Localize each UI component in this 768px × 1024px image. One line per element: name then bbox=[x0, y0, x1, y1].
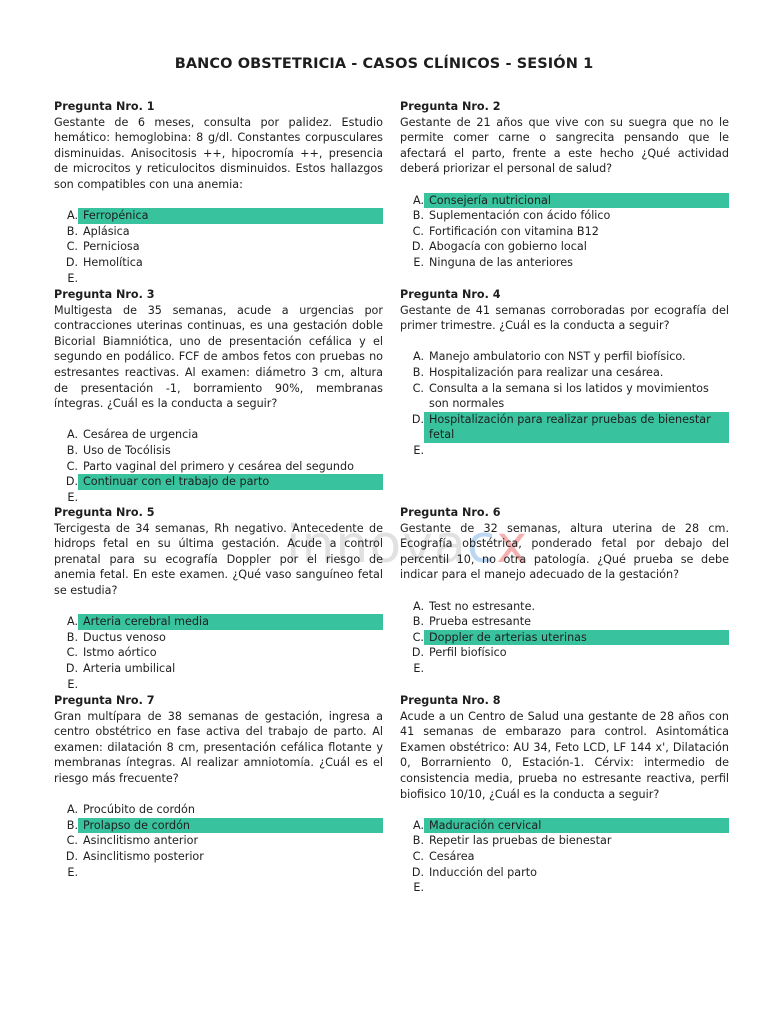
answer-option bbox=[400, 239, 729, 255]
answer-option bbox=[400, 865, 729, 881]
option-letter: E. bbox=[67, 865, 78, 879]
option-text: Continuar con el trabajo de parto bbox=[78, 474, 383, 490]
option-letter: E. bbox=[413, 255, 424, 269]
option-letter: A. bbox=[66, 209, 78, 223]
question-block bbox=[400, 693, 729, 896]
option-text: Consulta a la semana si los latidos y movimientos son normales bbox=[429, 381, 709, 411]
option-text: Asinclitismo posterior bbox=[83, 849, 204, 863]
option-text: Perfil biofísico bbox=[429, 646, 507, 660]
answer-option bbox=[54, 630, 383, 646]
question-text: Gestante de 32 semanas, altura uterina de 28 cm. Ecografía obstétrica, ponderado fetal por debajo del percentil 10, no otra patología. ¿Qué prueba se debe indicar para el manejo adecuado de la gestación? bbox=[400, 521, 729, 582]
option-text: Suplementación con ácido fólico bbox=[429, 209, 611, 223]
option-text: Doppler de arterias uterinas bbox=[424, 630, 729, 646]
option-letter: E. bbox=[67, 271, 78, 285]
option-letter: B. bbox=[66, 224, 78, 238]
answer-option bbox=[400, 599, 729, 615]
answer-option bbox=[54, 239, 383, 255]
option-letter: B. bbox=[66, 630, 78, 644]
option-text: Manejo ambulatorio con NST y perfil biofísico. bbox=[429, 350, 686, 364]
option-letter: E. bbox=[413, 661, 424, 675]
question-text: Gestante de 41 semanas corroboradas por ecografía del primer trimestre. ¿Cuál es la conducta a seguir? bbox=[400, 303, 729, 333]
question-block bbox=[54, 99, 383, 286]
question-block bbox=[400, 287, 729, 459]
question-number: Pregunta Nro. 6 bbox=[400, 506, 501, 519]
option-letter: E. bbox=[67, 490, 78, 504]
option-text: Ferropénica bbox=[78, 208, 383, 224]
option-text: Hospitalización para realizar pruebas de bienestar fetal bbox=[424, 412, 729, 443]
option-letter: B. bbox=[66, 818, 78, 832]
answer-option-correct bbox=[54, 818, 383, 834]
question-number: Pregunta Nro. 7 bbox=[54, 694, 155, 707]
option-letter: C. bbox=[66, 834, 78, 848]
option-text: Prolapso de cordón bbox=[78, 818, 383, 834]
option-text: Ninguna de las anteriores bbox=[429, 255, 573, 269]
question-text: Acude a un Centro de Salud una gestante de 28 años con 41 semanas de embarazo para control. Asintomática Examen obstétrico: AU 34, Feto LCD, LF 144 x', Dilatación 0, Borrarniento 0, Estación-1. Cérvix: intermedio de consistencia media, prueba no estresante reactiva, perfil biofisico 10/10, ¿Cuál es la conducta a seguir? bbox=[400, 709, 729, 801]
question-text: Multigesta de 35 semanas, acude a urgencias por contracciones uterinas continuas, es una gestación doble Bicorial Biamniótica, uno de presentación cefálica y el segundo en podálico. FCF de ambos fetos con pruebas no estresantes reactivas. Al examen: diámetro 3 cm, altura de presentación -1, borramiento 90%, membranas íntegras. ¿Cuál es la conducta a seguir? bbox=[54, 303, 383, 411]
option-text bbox=[424, 443, 729, 459]
option-letter: A. bbox=[66, 428, 78, 442]
answer-option bbox=[400, 255, 729, 271]
answer-option bbox=[400, 365, 729, 381]
answer-option bbox=[400, 880, 729, 896]
answer-option bbox=[400, 349, 729, 365]
answer-option bbox=[54, 459, 383, 475]
option-letter: D. bbox=[65, 661, 78, 675]
option-letter: C. bbox=[66, 459, 78, 473]
option-text: Istmo aórtico bbox=[83, 646, 157, 660]
answer-option-correct bbox=[400, 818, 729, 834]
option-letter: A. bbox=[412, 193, 424, 207]
option-letter: C. bbox=[66, 646, 78, 660]
question-text: Gestante de 6 meses, consulta por palidez. Estudio hemático: hemoglobina: 8 g/dl. Constantes corpusculares disminuidas. Anisocitosis ++, hipocromía ++, presencia de microcitos y reticulocitos disminuidos. Estos hallazgos son compatibles con una anemia: bbox=[54, 115, 383, 191]
option-text: Cesárea de urgencia bbox=[83, 428, 199, 442]
option-letter: B. bbox=[412, 615, 424, 629]
option-text bbox=[424, 880, 729, 896]
option-letter: A. bbox=[412, 350, 424, 364]
question-block bbox=[54, 287, 383, 505]
option-text: Hospitalización para realizar una cesárea. bbox=[429, 365, 664, 379]
question-text: Gestante de 21 años que vive con su suegra que no le permite comer carne o sangrecita pensando que le afectará el parto, frente a este hecho ¿Qué actividad deberá priorizar el personal de salud? bbox=[400, 115, 729, 176]
question-number: Pregunta Nro. 2 bbox=[400, 100, 501, 113]
question-block bbox=[54, 693, 383, 880]
option-letter: D. bbox=[411, 865, 424, 879]
option-text: Hemolítica bbox=[83, 255, 143, 269]
option-letter: D. bbox=[411, 240, 424, 254]
question-block bbox=[54, 505, 383, 692]
answer-option bbox=[54, 677, 383, 693]
answer-option bbox=[400, 833, 729, 849]
option-text: Uso de Tocólisis bbox=[83, 443, 171, 457]
question-block bbox=[400, 99, 729, 271]
answer-option bbox=[54, 849, 383, 865]
question-number: Pregunta Nro. 1 bbox=[54, 100, 155, 113]
option-text: Aplásica bbox=[83, 224, 130, 238]
option-text: Fortificación con vitamina B12 bbox=[429, 224, 599, 238]
option-text: Maduración cervical bbox=[424, 818, 729, 834]
question-block bbox=[400, 505, 729, 677]
answer-option bbox=[54, 802, 383, 818]
answer-option bbox=[54, 427, 383, 443]
answer-option bbox=[400, 443, 729, 459]
option-text: Cesárea bbox=[429, 849, 475, 863]
option-letter: D. bbox=[411, 646, 424, 660]
answer-option bbox=[400, 645, 729, 661]
option-text: Test no estresante. bbox=[429, 599, 536, 613]
option-text: Inducción del parto bbox=[429, 865, 537, 879]
answer-option-correct bbox=[54, 208, 383, 224]
answer-option bbox=[400, 381, 729, 412]
option-letter: A. bbox=[66, 615, 78, 629]
option-text: Ductus venoso bbox=[83, 630, 166, 644]
option-letter: B. bbox=[412, 834, 424, 848]
option-letter: C. bbox=[412, 381, 424, 395]
option-letter: C. bbox=[412, 224, 424, 238]
answer-option-correct bbox=[400, 412, 729, 443]
option-text: Consejería nutricional bbox=[424, 193, 729, 209]
answer-option bbox=[54, 661, 383, 677]
option-letter: D. bbox=[65, 849, 78, 863]
answer-option bbox=[400, 224, 729, 240]
option-letter: A. bbox=[412, 599, 424, 613]
answer-option bbox=[54, 255, 383, 271]
question-number: Pregunta Nro. 5 bbox=[54, 506, 155, 519]
question-number: Pregunta Nro. 4 bbox=[400, 288, 501, 301]
option-letter: B. bbox=[412, 209, 424, 223]
question-number: Pregunta Nro. 8 bbox=[400, 694, 501, 707]
answer-option bbox=[54, 833, 383, 849]
option-text: Arteria cerebral media bbox=[78, 614, 383, 630]
option-letter: A. bbox=[412, 818, 424, 832]
option-letter: D. bbox=[65, 475, 78, 489]
option-text: Abogacía con gobierno local bbox=[429, 240, 587, 254]
option-text: Perniciosa bbox=[83, 240, 140, 254]
option-letter: E. bbox=[413, 881, 424, 895]
option-letter: E. bbox=[413, 443, 424, 457]
option-text: Asinclitismo anterior bbox=[83, 834, 199, 848]
option-letter: C. bbox=[412, 849, 424, 863]
watermark-logo: innovacx bbox=[286, 515, 529, 575]
answer-option bbox=[54, 645, 383, 661]
option-text bbox=[78, 271, 383, 287]
question-number: Pregunta Nro. 3 bbox=[54, 288, 155, 301]
option-letter: C. bbox=[412, 630, 424, 644]
option-letter: C. bbox=[66, 240, 78, 254]
answer-option-correct bbox=[54, 474, 383, 490]
option-text bbox=[424, 661, 729, 677]
answer-option-correct bbox=[400, 193, 729, 209]
answer-option-correct bbox=[54, 614, 383, 630]
answer-option bbox=[54, 490, 383, 506]
option-text: Prueba estresante bbox=[429, 615, 532, 629]
answer-option bbox=[400, 661, 729, 677]
option-text: Parto vaginal del primero y cesárea del segundo bbox=[83, 459, 354, 473]
option-letter: B. bbox=[412, 365, 424, 379]
page-title: BANCO OBSTETRICIA - CASOS CLÍNICOS - SESIÓN 1 bbox=[174, 56, 594, 72]
option-text bbox=[78, 490, 383, 506]
answer-option bbox=[54, 271, 383, 287]
option-letter: E. bbox=[67, 677, 78, 691]
answer-option-correct bbox=[400, 630, 729, 646]
option-text: Procúbito de cordón bbox=[83, 803, 195, 817]
answer-option bbox=[400, 614, 729, 630]
option-text bbox=[78, 677, 383, 693]
option-letter: D. bbox=[65, 255, 78, 269]
answer-option bbox=[400, 208, 729, 224]
option-text: Arteria umbilical bbox=[83, 661, 176, 675]
answer-option bbox=[54, 224, 383, 240]
option-text bbox=[78, 865, 383, 881]
question-text: Gran multípara de 38 semanas de gestación, ingresa a centro obstétrico en fase activa del trabajo de parto. Al examen: dilatación 8 cm, presentación cefálica flotante y membranas íntegras. Al realizar amniotomía. ¿Cuál es el riesgo más frecuente? bbox=[54, 709, 383, 785]
option-letter: B. bbox=[66, 443, 78, 457]
answer-option bbox=[54, 865, 383, 881]
option-letter: A. bbox=[66, 803, 78, 817]
option-letter: D. bbox=[411, 412, 424, 426]
answer-option bbox=[400, 849, 729, 865]
answer-option bbox=[54, 443, 383, 459]
question-text: Tercigesta de 34 semanas, Rh negativo. Antecedente de hidrops fetal en su última gestación. Acude a control prenatal para su ecografía Doppler por el riesgo de anemia fetal. En este examen. ¿Qué vaso sanguíneo fetal se estudia? bbox=[54, 521, 383, 597]
option-text: Repetir las pruebas de bienestar bbox=[429, 834, 612, 848]
